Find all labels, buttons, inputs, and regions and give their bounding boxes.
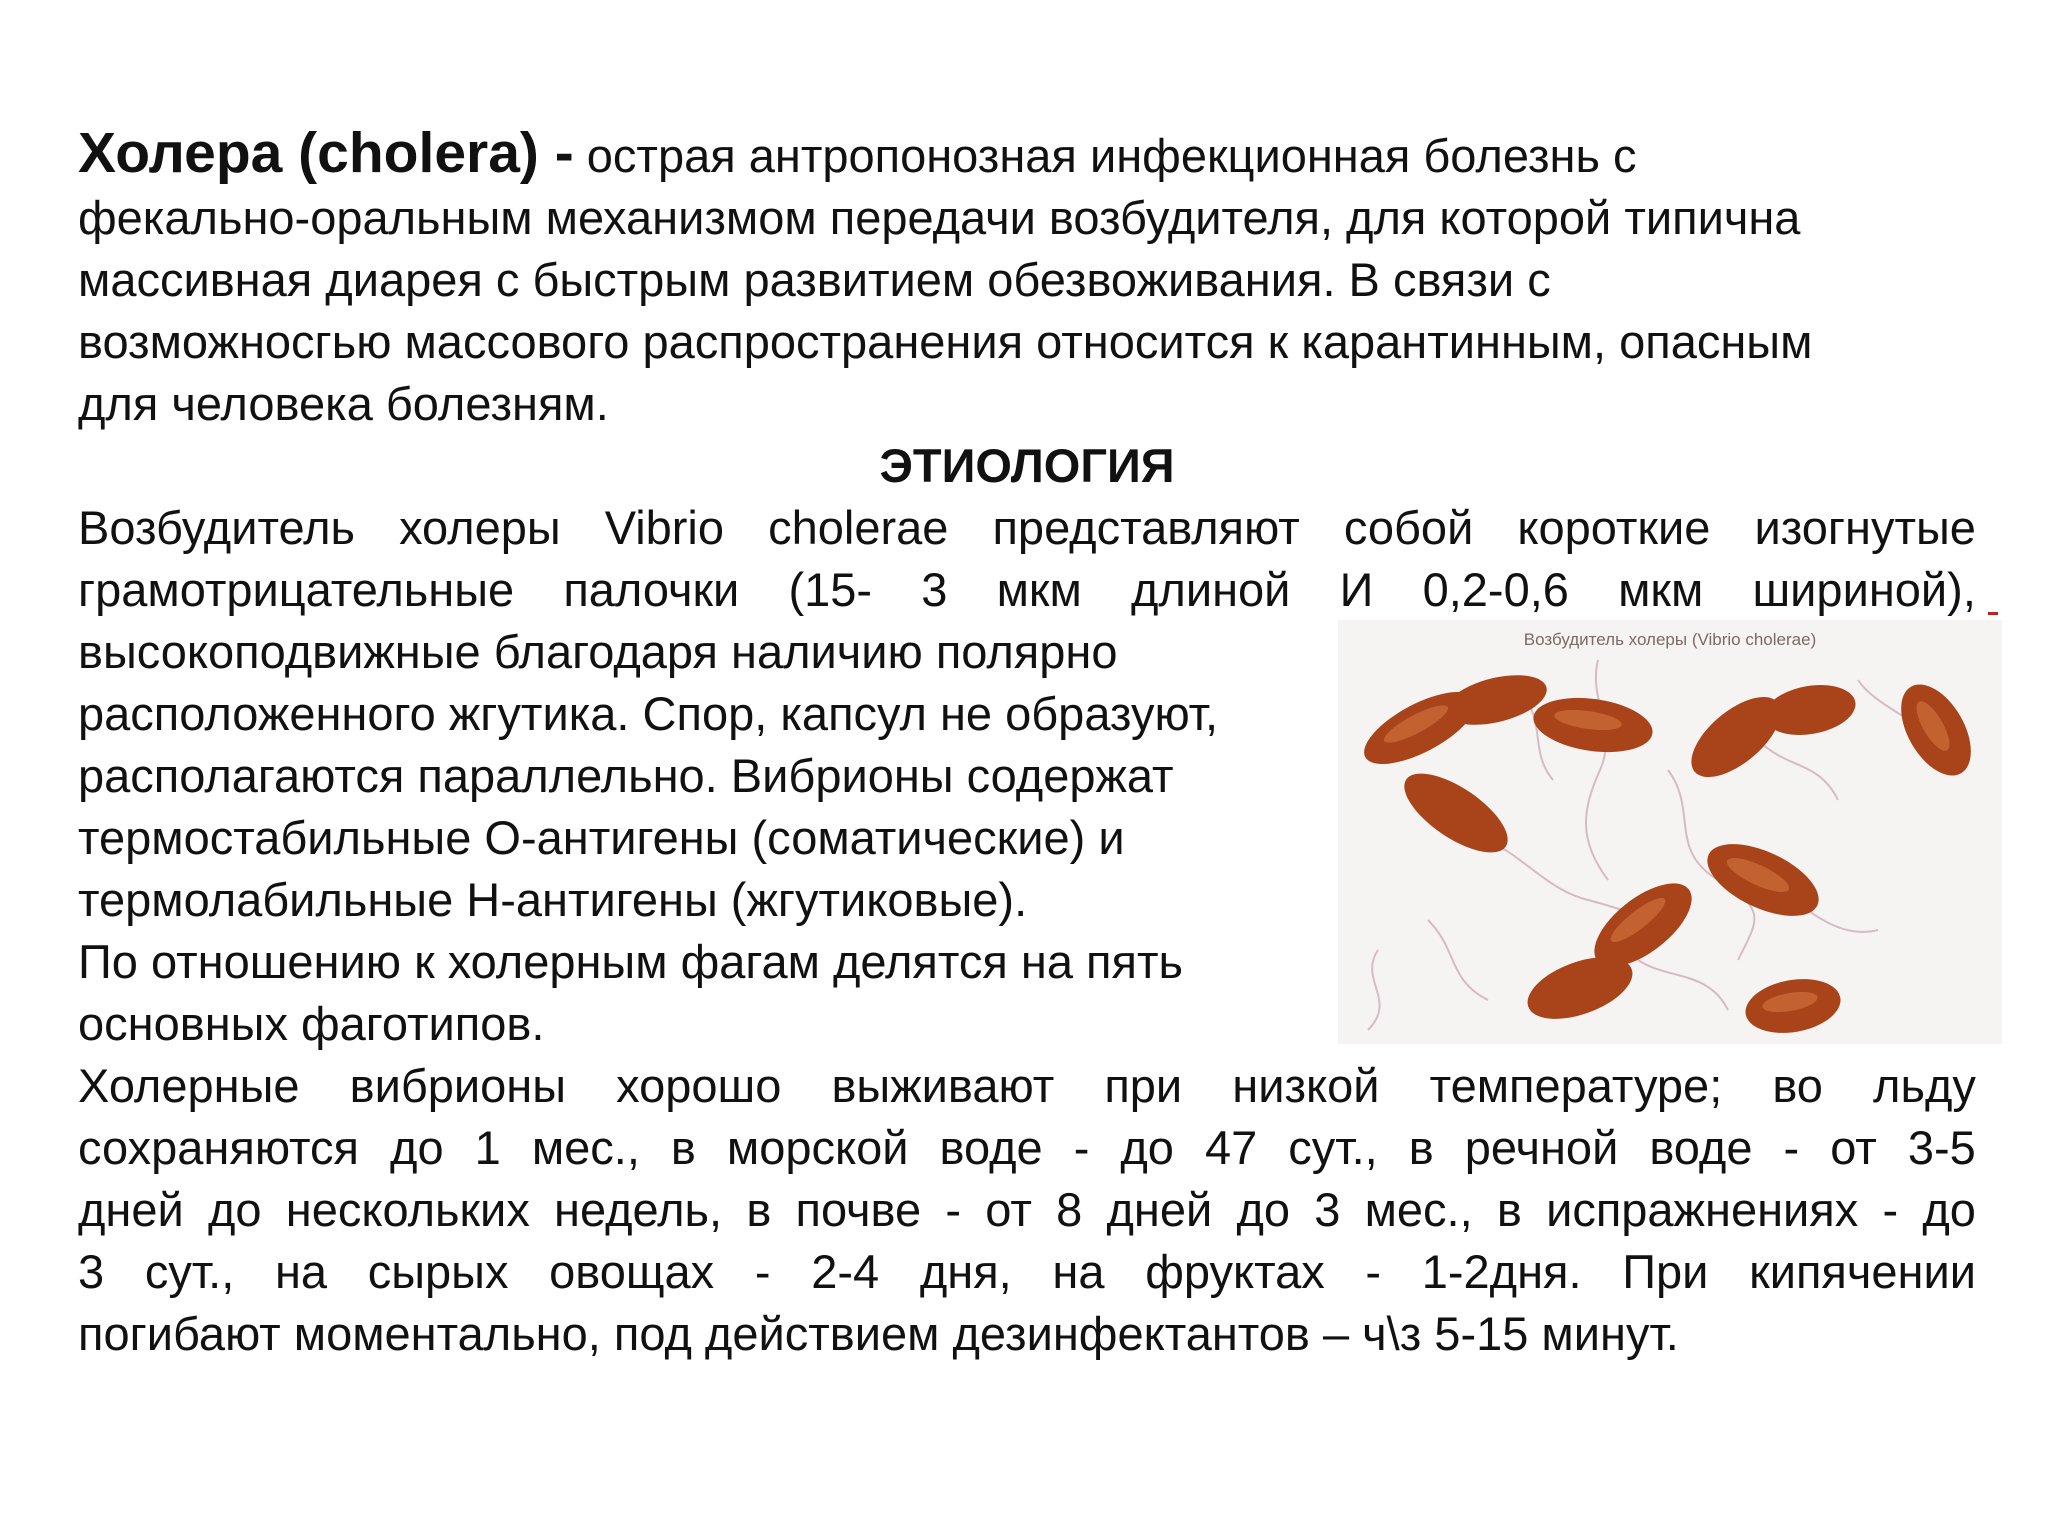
- survival-line-4: [78, 1241, 1976, 1303]
- etiology-line-8: По отношению к холерным фагам делятся на пять: [78, 935, 1183, 988]
- word: -: [754, 1245, 771, 1298]
- word: Холерные: [78, 1059, 300, 1112]
- red-mark: [1988, 612, 1998, 615]
- word: фруктах: [1145, 1245, 1325, 1298]
- word: сырых: [367, 1245, 509, 1298]
- word: почве: [795, 1183, 922, 1236]
- photo-caption: Возбудитель холеры (Vibrio cholerae): [1523, 630, 1817, 649]
- word: шириной),: [1752, 563, 1976, 616]
- word: 1: [474, 1121, 501, 1174]
- microscope-photo: [1338, 620, 2002, 1044]
- word: представляют: [992, 501, 1300, 554]
- word: дня,: [919, 1245, 1012, 1298]
- etiology-line-5: располагаются параллельно. Вибрионы содержат: [78, 749, 1174, 802]
- word: 2-4: [811, 1245, 880, 1298]
- word: испражнениях: [1546, 1183, 1859, 1236]
- intro-line-4: возможносгью массового распространения относится к карантинным, опасным: [78, 315, 1813, 368]
- word: вибрионы: [349, 1059, 567, 1112]
- etiology-line-2: [78, 559, 1976, 621]
- word: -: [1882, 1183, 1899, 1236]
- survival-line-2: [78, 1117, 1976, 1179]
- etiology-paragraph: [78, 497, 1976, 621]
- intro-line-5: для человека болезням.: [78, 377, 609, 430]
- word: При: [1622, 1245, 1709, 1298]
- word: мес.,: [1364, 1183, 1473, 1236]
- word: от: [985, 1183, 1032, 1236]
- word: мес.,: [531, 1121, 640, 1174]
- word: до: [390, 1121, 444, 1174]
- survival-line-1: [78, 1055, 1976, 1117]
- word: на: [1052, 1245, 1105, 1298]
- word: 47: [1204, 1121, 1258, 1174]
- word: -: [1073, 1121, 1090, 1174]
- word: низкой: [1232, 1059, 1380, 1112]
- word: 3: [78, 1245, 105, 1298]
- word: в: [746, 1183, 772, 1236]
- word: до: [1922, 1183, 1976, 1236]
- etiology-line-3: высокоподвижные благодаря наличию полярно: [78, 625, 1118, 678]
- word: мкм: [1618, 563, 1704, 616]
- word: на: [274, 1245, 328, 1298]
- intro-text: острая антропонозная инфекционная болезнь с: [573, 129, 1637, 182]
- etiology-continuation: [78, 621, 1218, 1055]
- word: мкм: [996, 563, 1082, 616]
- word: дней: [78, 1183, 184, 1236]
- word: грамотрицательные: [78, 563, 515, 616]
- word: в: [1496, 1183, 1522, 1236]
- word: до: [208, 1183, 262, 1236]
- word: температуре;: [1429, 1059, 1723, 1112]
- word: кипячении: [1749, 1245, 1976, 1298]
- word: cholerae: [768, 501, 949, 554]
- survival-line-3: [78, 1179, 1976, 1241]
- survival-line-5: погибают моментально, под действием дезинфектантов – ч\з 5-15 минут.: [78, 1307, 1679, 1360]
- word: выживают: [831, 1059, 1055, 1112]
- word: сут.,: [1288, 1121, 1378, 1174]
- word: Vibrio: [604, 501, 725, 554]
- word: хорошо: [616, 1059, 782, 1112]
- word: 3: [1314, 1183, 1341, 1236]
- word: короткие: [1517, 501, 1711, 554]
- word: дней: [1106, 1183, 1213, 1236]
- word: И: [1339, 563, 1374, 616]
- word: льду: [1873, 1059, 1976, 1112]
- word: в: [670, 1121, 696, 1174]
- intro-line-2: фекально-оральным механизмом передачи возбудителя, для которой типична: [78, 191, 1801, 244]
- word: сохраняются: [78, 1121, 359, 1174]
- word: в: [1408, 1121, 1434, 1174]
- word: изогнутые: [1754, 501, 1976, 554]
- word: 8: [1056, 1183, 1083, 1236]
- word: от: [1830, 1121, 1877, 1174]
- word: при: [1104, 1059, 1183, 1112]
- word: Возбудитель: [78, 501, 355, 554]
- word: во: [1772, 1059, 1823, 1112]
- term-title: Холера (cholera) -: [78, 121, 574, 185]
- word: овощах: [549, 1245, 715, 1298]
- etiology-line-9: основных фаготипов.: [78, 997, 545, 1050]
- word: речной: [1464, 1121, 1619, 1174]
- word: -: [1783, 1121, 1800, 1174]
- word: нескольких: [285, 1183, 530, 1236]
- survival-paragraph: [78, 1055, 1976, 1365]
- etiology-line-4: расположенного жгутика. Спор, капсул не образуют,: [78, 687, 1219, 740]
- word: длиной: [1130, 563, 1291, 616]
- word: 3-5: [1907, 1121, 1976, 1174]
- word: -: [1365, 1245, 1382, 1298]
- word: холеры: [399, 501, 561, 554]
- intro-paragraph: [78, 122, 1976, 435]
- word: морской: [726, 1121, 909, 1174]
- word: (15-: [788, 563, 873, 616]
- etiology-line-1: [78, 497, 1976, 559]
- word: воде: [939, 1121, 1043, 1174]
- word: до: [1120, 1121, 1174, 1174]
- section-heading: ЭТИОЛОГИЯ: [879, 439, 1175, 492]
- word: сут.,: [144, 1245, 235, 1298]
- intro-line-3: массивная диарея с быстрым развитием обезвоживания. В связи с: [78, 253, 1551, 306]
- word: -: [945, 1183, 961, 1236]
- word: палочки: [563, 563, 740, 616]
- word: 0,2-0,6: [1422, 563, 1569, 616]
- vibrio-illustration-icon: [1338, 620, 2002, 1044]
- word: недель,: [554, 1183, 723, 1236]
- word: 1-2дня.: [1421, 1245, 1582, 1298]
- intro-line-1: [78, 122, 1976, 187]
- etiology-line-7: термолабильные Н-антигены (жгутиковые).: [78, 873, 1028, 926]
- word: до: [1236, 1183, 1291, 1236]
- etiology-line-6: термостабильные О-антигены (соматические) и: [78, 811, 1125, 864]
- word: 3: [921, 563, 948, 616]
- word: воде: [1649, 1121, 1753, 1174]
- word: собой: [1343, 501, 1474, 554]
